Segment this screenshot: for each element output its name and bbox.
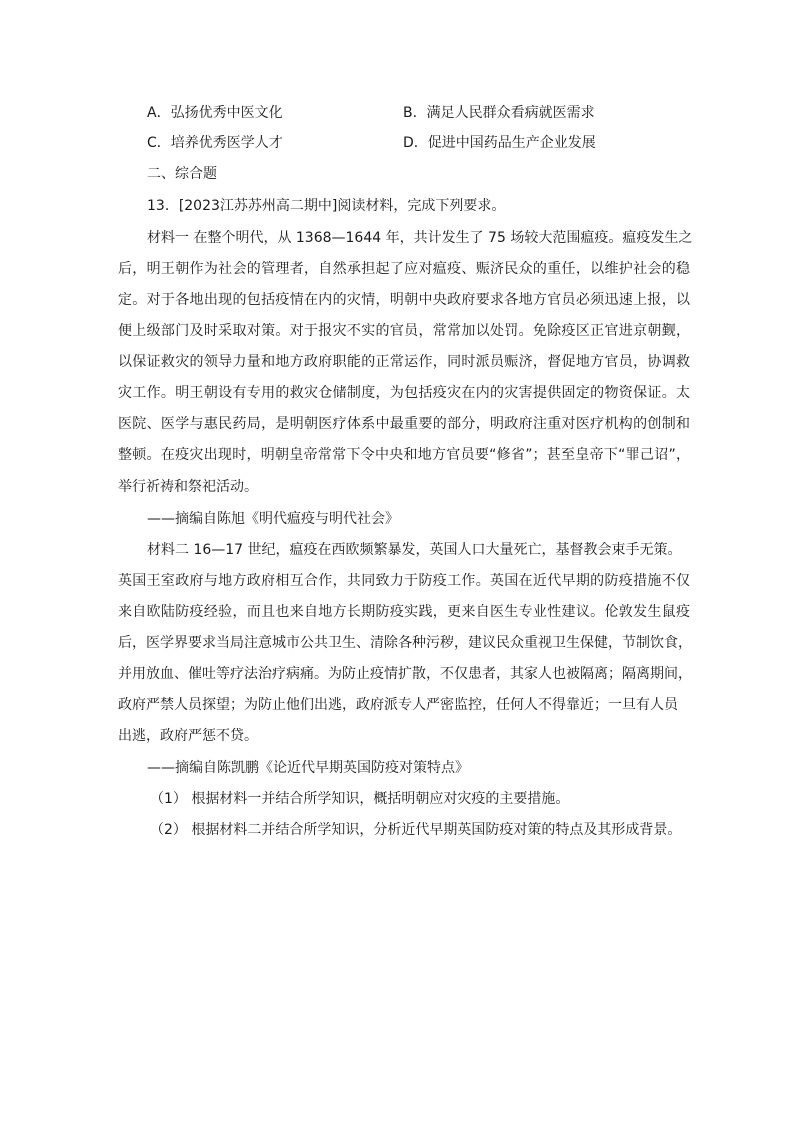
material-one-line: 定。对于各地出现的包括疫情在内的灾情，明朝中央政府要求各地方官员必须迅速上报，以 xyxy=(118,292,690,308)
material-two-line: 并用放血、催吐等疗法治疗病痛。为防止疫情扩散，不仅患者，其家人也被隔离；隔离期间， xyxy=(118,666,692,682)
section-heading: 二、综合题 xyxy=(147,166,217,182)
material-one-line: 举行祈祷和祭祀活动。 xyxy=(118,479,258,495)
sub-question-1: （1） 根据材料一并结合所学知识，概括明朝应对灾疫的主要措施。 xyxy=(150,791,570,807)
material-one-line: 后，明王朝作为社会的管理者，自然承担起了应对瘟疫、赈济民众的重任，以维护社会的稳 xyxy=(118,261,690,277)
material-two-line: 来自欧陆防疫经验，而且也来自地方长期防疫实践，更来自医生专业性建议。伦敦发生鼠疫 xyxy=(118,604,690,620)
material-two-line: 出逃，政府严惩不贷。 xyxy=(118,728,258,744)
material-two-line: 后，医学界要求当局注意城市公共卫生、清除各种污秽，建议民众重视卫生保健，节制饮食， xyxy=(118,635,692,651)
question-stem: 13．[2023江苏苏州高二期中]阅读材料，完成下列要求。 xyxy=(147,198,506,214)
option-b: B．满足人民群众看病就医需求 xyxy=(403,105,595,121)
material-one-line: 医院、医学与惠民药局，是明朝医疗体系中最重要的部分，明政府注重对医疗机构的创制和 xyxy=(118,416,690,432)
material-two-line: 政府严禁人员探望；为防止他们出逃，政府派专人严密监控，任何人不得靠近；一旦有人员 xyxy=(118,697,678,713)
option-a: A．弘扬优秀中医文化 xyxy=(147,105,283,121)
source-one: ——摘编自陈旭《明代瘟疫与明代社会》 xyxy=(147,511,399,527)
material-two-line: 英国王室政府与地方政府相互合作，共同致力于防疫工作。英国在近代早期的防疫措施不仅 xyxy=(118,573,690,589)
option-c: C．培养优秀医学人才 xyxy=(147,135,283,151)
material-one-line: 以保证救灾的领导力量和地方政府职能的正常运作，同时派员赈济，督促地方官员，协调救 xyxy=(118,354,690,370)
material-one-line: 材料一 在整个明代，从 1368—1644 年，共计发生了 75 场较大范围瘟疫。瘟疫发生之 xyxy=(147,230,693,246)
material-two-line: 材料二 16—17 世纪，瘟疫在西欧频繁暴发，英国人口大量死亡，基督教会束手无策。 xyxy=(147,542,682,558)
sub-question-2: （2） 根据材料二并结合所学知识，分析近代早期英国防疫对策的特点及其形成背景。 xyxy=(150,822,682,838)
material-one-line: 整顿。在疫灾出现时，明朝皇帝常常下令中央和地方官员要“修省”；甚至皇帝下“罪己诏”， xyxy=(118,447,690,463)
material-one-line: 便上级部门及时采取对策。对于报灾不实的官员，常常加以处罚。免除疫区正官进京朝觐， xyxy=(118,323,690,339)
source-two: ——摘编自陈凯鹏《论近代早期英国防疫对策特点》 xyxy=(147,760,469,776)
option-d: D．促进中国药品生产企业发展 xyxy=(403,135,596,151)
material-one-line: 灾工作。明王朝设有专用的救灾仓储制度，为包括疫灾在内的灾害提供固定的物资保证。太 xyxy=(118,385,690,401)
